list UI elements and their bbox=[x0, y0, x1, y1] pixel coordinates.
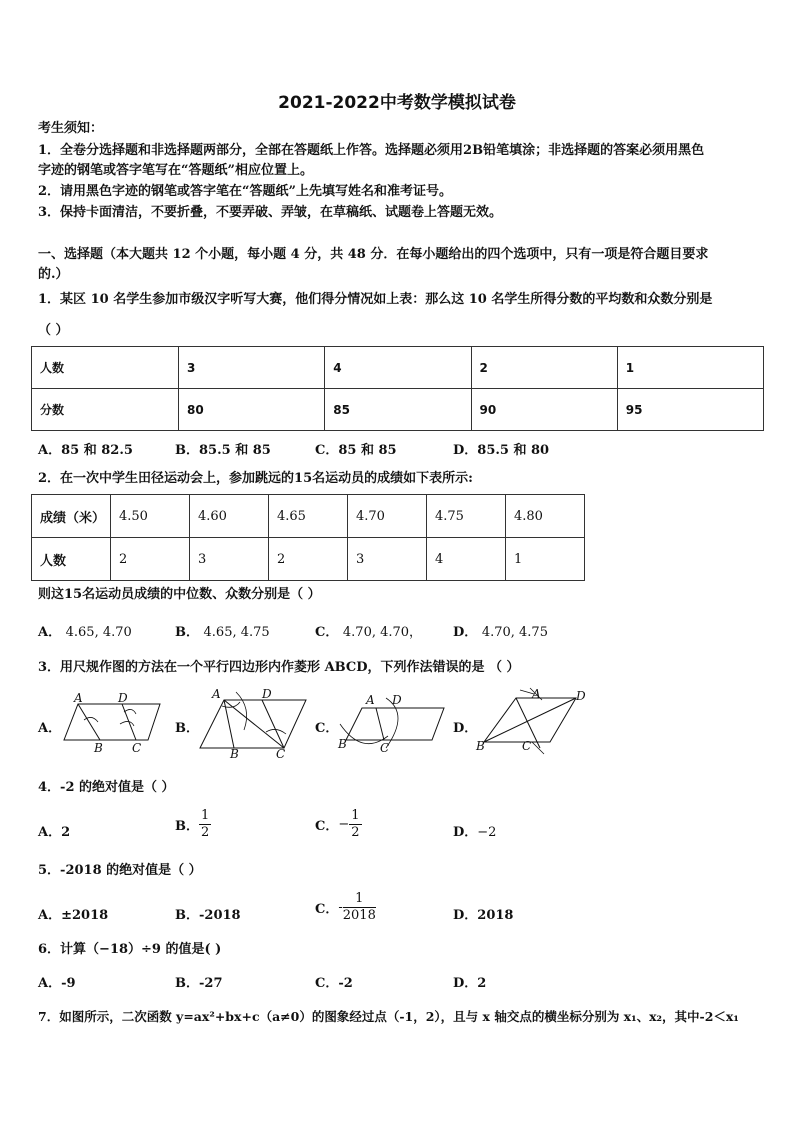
point-label: B bbox=[230, 747, 239, 761]
q2-question: 则这15名运动员成绩的中位数、众数分别是（ ） bbox=[38, 587, 321, 602]
q6-option-c[interactable]: C．-2 bbox=[315, 976, 353, 991]
q3-option-b[interactable]: B． bbox=[175, 721, 199, 736]
point-label: A bbox=[366, 693, 375, 707]
table-cell: 2 bbox=[471, 347, 617, 389]
q2-option-c[interactable]: C． 4.70, 4.70， bbox=[315, 625, 423, 640]
q5-option-a[interactable]: A．±2018 bbox=[38, 908, 109, 923]
q6-option-b[interactable]: B．-27 bbox=[175, 976, 223, 991]
table-cell: 2 bbox=[111, 538, 190, 581]
q3-option-d[interactable]: D． bbox=[453, 721, 478, 736]
q7-stem: 7．如图所示，二次函数 y=ax²+bx+c（a≠0）的图象经过点（-1，2），且与 x 轴交点的横坐标分别为 x₁、x₂，其中-2＜x₁ bbox=[38, 1009, 739, 1024]
table-cell: 4.50 bbox=[111, 495, 190, 538]
q6-option-d[interactable]: D．2 bbox=[453, 976, 487, 991]
q5-option-b[interactable]: B．-2018 bbox=[175, 908, 241, 923]
q3-option-c[interactable]: C． bbox=[315, 721, 339, 736]
q2-option-d[interactable]: D． 4.70, 4.75 bbox=[453, 625, 548, 640]
q5-stem: 5．-2018 的绝对值是（ ） bbox=[38, 863, 202, 878]
q3-figure-a bbox=[58, 690, 168, 756]
q3-stem: 3．用尺规作图的方法在一个平行四边形内作菱形 ABCD，下列作法错误的是 （ ） bbox=[38, 660, 520, 675]
table-cell: 95 bbox=[617, 389, 763, 431]
table-cell: 1 bbox=[617, 347, 763, 389]
point-label: C bbox=[522, 739, 532, 753]
point-label: C bbox=[276, 747, 286, 761]
notice-item-3: 3．保持卡面清洁，不要折叠，不要弄破、弄皱，在草稿纸、试题卷上答题无效。 bbox=[38, 205, 503, 220]
q1-option-d[interactable]: D．85.5 和 80 bbox=[453, 443, 550, 458]
q3-figure-b bbox=[196, 686, 310, 761]
section-heading-cont: 的.） bbox=[38, 267, 69, 282]
section-heading: 一、选择题（本大题共 12 个小题，每小题 4 分，共 48 分．在每小题给出的四个选项中，只有一项是符合题目要求 bbox=[38, 247, 709, 262]
point-label: A bbox=[212, 687, 221, 701]
q4-stem: 4．-2 的绝对值是（ ） bbox=[38, 780, 175, 795]
table-row bbox=[32, 347, 764, 389]
table-cell: 4.75 bbox=[427, 495, 506, 538]
point-label: D bbox=[118, 691, 128, 705]
table-cell: 80 bbox=[179, 389, 325, 431]
q2-option-b[interactable]: B． 4.65, 4.75 bbox=[175, 625, 270, 640]
point-label: B bbox=[476, 739, 485, 753]
table-cell: 4.60 bbox=[190, 495, 269, 538]
q1-paren: （ ） bbox=[38, 323, 69, 338]
point-label: D bbox=[262, 687, 272, 701]
q2-table bbox=[31, 494, 585, 581]
table-cell: 3 bbox=[179, 347, 325, 389]
notice-item-1: 1．全卷分选择题和非选择题两部分，全部在答题纸上作答。选择题必须用2B铅笔填涂；非选择题的答案必须用黑色 bbox=[38, 143, 705, 158]
q3-option-a[interactable]: A． bbox=[38, 721, 62, 736]
fraction: $\frac{1}{2}$ bbox=[351, 808, 360, 840]
q1-stem: 1．某区 10 名学生参加市级汉字听写大赛，他们得分情况如上表：那么这 10 名学生所得分数的平均数和众数分别是 bbox=[38, 292, 713, 307]
q6-option-a[interactable]: A．-9 bbox=[38, 976, 76, 991]
q2-option-a[interactable]: A． 4.65, 4.70 bbox=[38, 625, 132, 640]
table-cell: 85 bbox=[325, 389, 471, 431]
notice-item-1-cont: 字迹的钢笔或答字笔写在“答题纸”相应位置上。 bbox=[38, 163, 313, 178]
q4-option-c[interactable]: C．− $\frac{1}{2}$ bbox=[315, 808, 360, 840]
notice-item-2: 2．请用黑色字迹的钢笔或答字笔在“答题纸”上先填写姓名和准考证号。 bbox=[38, 184, 453, 199]
q1-table bbox=[31, 346, 764, 431]
q3-figure-d bbox=[476, 686, 588, 756]
point-label: A bbox=[532, 687, 541, 701]
q5-option-c[interactable]: C．- $\frac{1}{2018}$ bbox=[315, 891, 376, 923]
q6-stem: 6．计算（−18）÷9 的值是( ) bbox=[38, 942, 222, 957]
point-label: D bbox=[392, 693, 402, 707]
table-cell: 4 bbox=[325, 347, 471, 389]
fraction: $\frac{1}{2018}$ bbox=[342, 891, 376, 923]
table-cell: 4.70 bbox=[348, 495, 427, 538]
table-cell: 成绩（米） bbox=[32, 495, 111, 538]
table-cell: 人数 bbox=[32, 538, 111, 581]
table-cell: 1 bbox=[506, 538, 585, 581]
q1-option-b[interactable]: B．85.5 和 85 bbox=[175, 443, 271, 458]
table-row bbox=[32, 538, 585, 581]
point-label: C bbox=[132, 741, 142, 755]
q1-option-c[interactable]: C．85 和 85 bbox=[315, 443, 397, 458]
table-cell: 4.65 bbox=[269, 495, 348, 538]
table-cell: 3 bbox=[190, 538, 269, 581]
table-cell: 2 bbox=[269, 538, 348, 581]
notice-heading: 考生须知： bbox=[38, 121, 104, 136]
fraction: $\frac{1}{2}$ bbox=[201, 808, 210, 840]
q4-option-a[interactable]: A．2 bbox=[38, 825, 71, 840]
q4-option-b[interactable]: B． $\frac{1}{2}$ bbox=[175, 808, 210, 840]
table-cell: 90 bbox=[471, 389, 617, 431]
table-row bbox=[32, 495, 585, 538]
table-cell: 4.80 bbox=[506, 495, 585, 538]
table-row bbox=[32, 389, 764, 431]
table-cell: 3 bbox=[348, 538, 427, 581]
point-label: A bbox=[74, 691, 83, 705]
table-cell: 人数 bbox=[32, 347, 179, 389]
q5-option-d[interactable]: D．2018 bbox=[453, 908, 514, 923]
q3-figure-c bbox=[336, 690, 448, 756]
point-label: B bbox=[94, 741, 103, 755]
q1-option-a[interactable]: A．85 和 82.5 bbox=[38, 443, 133, 458]
q2-stem: 2．在一次中学生田径运动会上，参加跳远的15名运动员的成绩如下表所示: bbox=[38, 471, 473, 486]
page-title: 2021-2022中考数学模拟试卷 bbox=[278, 93, 516, 113]
point-label: C bbox=[380, 741, 390, 755]
table-cell: 4 bbox=[427, 538, 506, 581]
table-cell: 分数 bbox=[32, 389, 179, 431]
point-label: D bbox=[576, 689, 586, 703]
q4-option-d[interactable]: D．−2 bbox=[453, 825, 497, 840]
point-label: B bbox=[338, 737, 347, 751]
